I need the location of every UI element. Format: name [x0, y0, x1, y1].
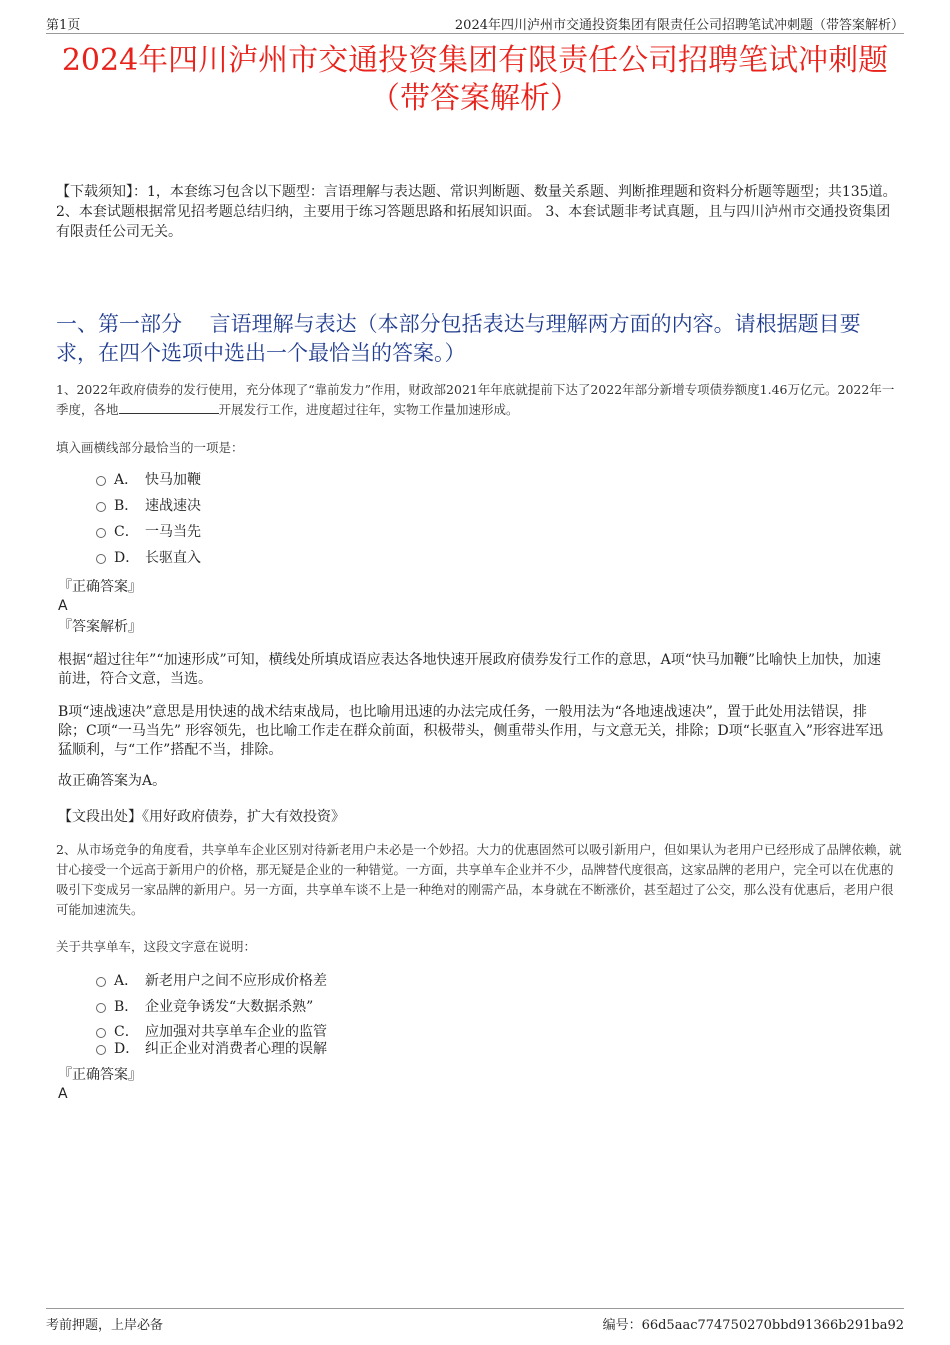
question-1-prompt: 填入画横线部分最恰当的一项是：	[56, 440, 244, 455]
page-footer	[46, 1314, 904, 1334]
radio-icon[interactable]	[96, 502, 106, 512]
radio-icon[interactable]	[96, 528, 106, 538]
option-letter: C．	[114, 1024, 139, 1040]
q1-analysis-paragraph-1: 根据“超过往年”“加速形成”可知，横线处所填成语应表达各地快速开展政府债券发行工作的意思，A项“快马加鞭”比喻快上加快，加速前进，符合文意，当选。	[58, 652, 882, 687]
option-text: 纠正企业对消费者心理的误解	[145, 1041, 327, 1057]
radio-icon[interactable]	[96, 1045, 106, 1055]
title-line-1: 2024年四川泸州市交通投资集团有限责任公司招聘笔试冲刺题	[61, 43, 889, 78]
question-2-text: 2、从市场竞争的角度看，共享单车企业区别对待新老用户未必是一个妙招。大力的优惠固然可以吸引新用户，但如果认为老用户已经形成了品牌依赖，就甘心接受一个远高于新用户的价格，那无疑是企业的一种错觉。一方面，共享单车企业并不少，品牌替代度很高，这家品牌的老用户，完全可以在优惠的吸引下变成另一家品牌的新用户。另一方面，共享单车谈不上是一种绝对的刚需产品，本身就在不断涨价，甚至超过了公交，那么没有优惠后，老用户很可能加速流失。	[56, 842, 902, 917]
question-2-prompt: 关于共享单车，这段文字意在说明：	[56, 939, 257, 954]
question-1-text-after: 开展发行工作，进度超过往年，实物工作量加速形成。	[218, 402, 519, 417]
radio-icon[interactable]	[96, 554, 106, 564]
footer-divider	[46, 1308, 904, 1309]
question-1-text	[56, 380, 902, 420]
option-text: 快马加鞭	[145, 472, 201, 488]
radio-icon[interactable]	[96, 1028, 106, 1038]
q1-analysis-paragraph-3: 故正确答案为A。	[58, 773, 167, 789]
q1-analysis-label: 『答案解析』	[58, 619, 142, 635]
radio-icon[interactable]	[96, 977, 106, 987]
option-text: 长驱直入	[145, 550, 201, 566]
q1-answer-label: 『正确答案』	[58, 579, 142, 595]
option-text: 速战速决	[145, 498, 201, 514]
question-1-text-before: 1、2022年政府债券的发行使用，充分体现了“靠前发力”作用，财政部2021年年底就提前下达了2022年部分新增专项债券额度1.46万亿元。2022年一季度，各地	[56, 382, 895, 417]
option-letter: A．	[114, 973, 139, 989]
option-letter: B．	[114, 498, 139, 514]
header-divider	[46, 33, 904, 34]
q2-answer-label: 『正确答案』	[58, 1067, 142, 1083]
option-text: 企业竞争诱发“大数据杀熟”	[145, 999, 314, 1015]
header-doc-title: 2024年四川泸州市交通投资集团有限责任公司招聘笔试冲刺题（带答案解析）	[454, 18, 904, 33]
radio-icon[interactable]	[96, 476, 106, 486]
download-notice: 【下载须知】：1，本套练习包含以下题型：言语理解与表达题、常识判断题、数量关系题、判断推理题和资料分析题等题型；共135道。 2、本套试题根据常见招考题总结归纳，主要用于练习答题思路和拓展知识面。 3、本套试题非考试真题，且与四川泸州市交通投资集团有限责任公司无关。	[56, 184, 897, 240]
option-letter: B．	[114, 999, 139, 1015]
footer-serial: 编号：66d5aac774750270bbd91366b291ba92	[602, 1318, 904, 1333]
option-text: 一马当先	[145, 524, 201, 540]
radio-icon[interactable]	[96, 1003, 106, 1013]
q1-analysis-paragraph-2: B项“速战速决”意思是用快速的战术结束战局，也比喻用迅速的办法完成任务，一般用法为“各地速战速决”，置于此处用法错误，排除；C项“一马当先” 形容领先，也比喻工作走在群众前面，积极带头，侧重带头作用，与文意无关，排除；D项“长驱直入”形容进军迅猛顺利，与“工作”搭配不当，排除。	[58, 704, 884, 758]
page-header	[46, 14, 904, 34]
q2-answer: A	[58, 1086, 68, 1102]
q1-answer: A	[58, 598, 68, 614]
option-text: 应加强对共享单车企业的监管	[145, 1024, 327, 1040]
footer-slogan: 考前押题，上岸必备	[46, 1318, 164, 1333]
option-letter: D．	[114, 1041, 140, 1057]
title-line-2: （带答案解析）	[370, 81, 580, 116]
document-title	[40, 42, 910, 118]
section-heading: 一、第一部分 言语理解与表达（本部分包括表达与理解两方面的内容。请根据题目要求，在四个选项中选出一个最恰当的答案。）	[56, 312, 861, 365]
page-number: 第1页	[46, 18, 81, 33]
option-text: 新老用户之间不应形成价格差	[145, 973, 327, 989]
option-letter: D．	[114, 550, 140, 566]
option-letter: A．	[114, 472, 139, 488]
fill-blank	[119, 400, 219, 414]
option-letter: C．	[114, 524, 139, 540]
q1-source: 【文段出处】《用好政府债券，扩大有效投资》	[58, 809, 345, 825]
